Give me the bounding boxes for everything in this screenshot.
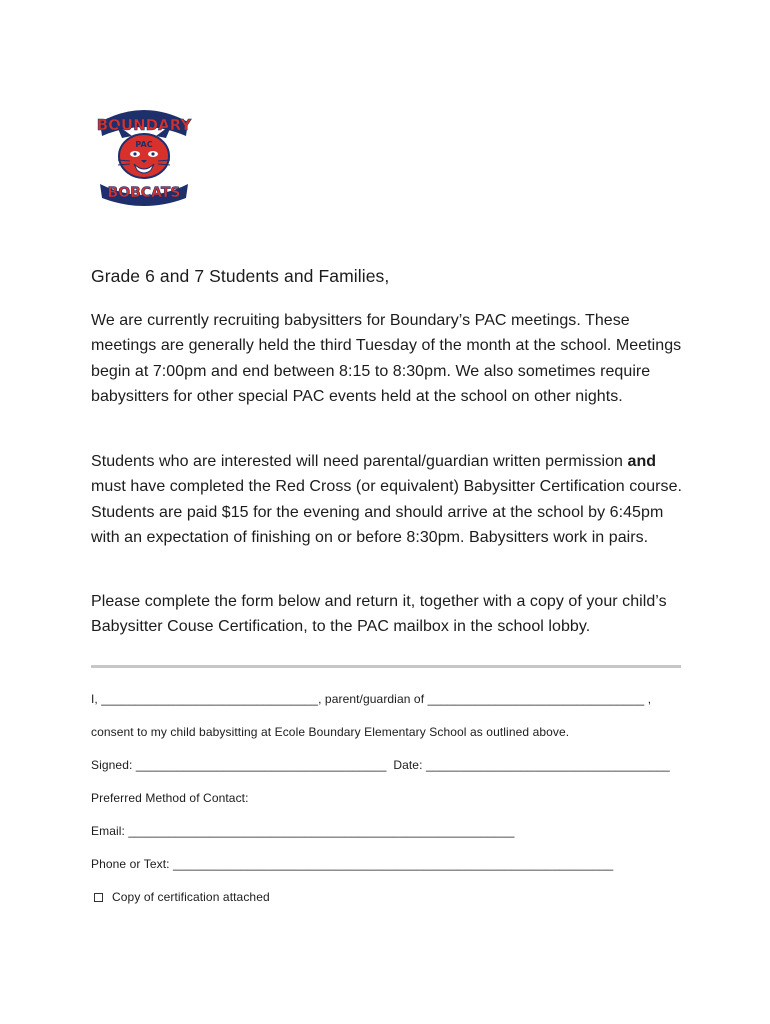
logo-middle-text: PAC: [135, 140, 153, 149]
requirements-text-start: Students who are interested will need parental/guardian written permission: [91, 453, 628, 470]
consent-line-names: I, ________________________________, parent/guardian of ________________________________ ,: [91, 692, 652, 706]
logo-top-text: BOUNDARY: [96, 116, 192, 134]
logo-bottom-text: BOBCATS: [107, 185, 181, 201]
certification-checkbox-label: Copy of certification attached: [112, 890, 270, 904]
bobcat-mascot-icon: [94, 94, 194, 210]
consent-line-statement: consent to my child babysitting at Ecole Boundary Elementary School as outlined above.: [91, 725, 570, 739]
bobcats-logo: [94, 94, 194, 210]
requirements-text-end: must have completed the Red Cross (or equivalent) Babysitter Certification course. Students are paid $15 for the evening and should arrive at the school by 6:45pm with an expectation of finishing on or before 8:30pm. Babysitters work in pairs.: [91, 478, 683, 547]
section-divider: [91, 665, 681, 668]
certification-checkbox: [94, 893, 103, 902]
certification-checkbox-row: [91, 890, 270, 904]
email-line: Email: _________________________________________________________: [91, 824, 515, 838]
paragraph-recruiting: We are currently recruiting babysitters for Boundary’s PAC meetings. These meetings are generally held the third Tuesday of the month at the school. Meetings begin at 7:00pm and end between 8:15 to 8:30pm. We also sometimes require babysitters for other special PAC events held at the school on other nights.: [91, 312, 682, 406]
contact-method-label: Preferred Method of Contact:: [91, 791, 249, 805]
greeting-heading: Grade 6 and 7 Students and Families,: [91, 266, 390, 286]
signature-date-line: Signed: _____________________________________ Date: ____________________________________: [91, 758, 670, 772]
paragraph-instructions: Please complete the form below and return it, together with a copy of your child’s Babysitter Couse Certification, to the PAC mailbox in the school lobby.: [91, 593, 667, 636]
paragraph-requirements: [91, 449, 691, 551]
requirements-bold-and: and: [627, 453, 657, 470]
phone-line: Phone or Text: _________________________________________________________________: [91, 857, 614, 871]
